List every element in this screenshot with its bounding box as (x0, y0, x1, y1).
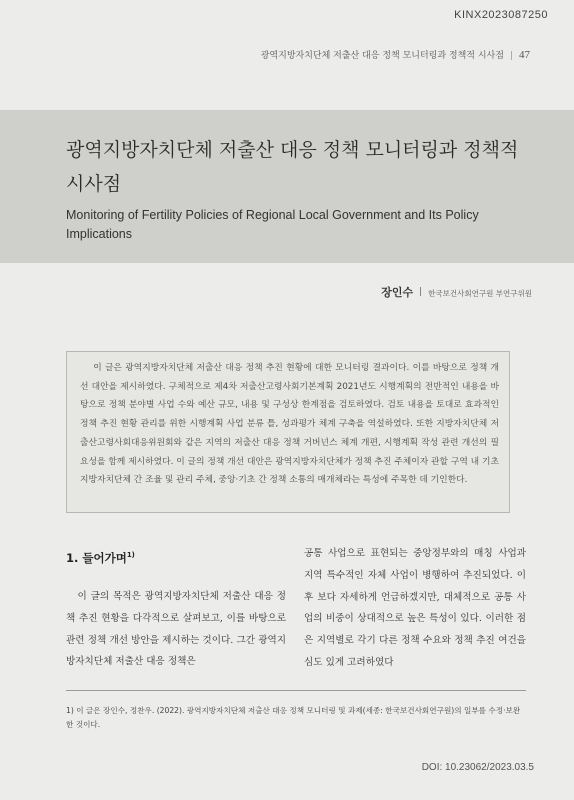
body-column-right: 공통 사업으로 표현되는 중앙정부와의 매칭 사업과 지역 특수적인 자체 사업이 병행하여 추진되었다. 이후 보다 자세하게 언급하겠지만, 대체적으로 공통 사업의 비중이 상대적으로 높은 특성이 있다. 이러한 점은 지역별로 각기 다른 정책 수요와 정책 추진 여건을 심도 있게 고려하였다 (304, 548, 526, 668)
running-header-separator: | (509, 51, 513, 61)
footnote: 1) 이 글은 장인수, 정찬우. (2022). 광역지방자치단체 저출산 대응 정책 모니터링 및 과제(세종: 한국보건사회연구원)의 일부를 수정·보완한 것이다. (66, 706, 521, 729)
abstract-box (66, 351, 510, 513)
author-line (381, 284, 532, 300)
page-number: 47 (519, 49, 530, 61)
footnote-divider (66, 690, 526, 691)
running-header-title: 광역지방자치단체 저출산 대응 정책 모니터링과 정책적 시사점 (260, 51, 504, 61)
author-name: 장인수 (381, 286, 414, 299)
doi-link[interactable]: DOI: 10.23062/2023.03.5 (421, 762, 534, 773)
article-title-korean: 광역지방자치단체 저출산 대응 정책 모니터링과 정책적 시사점 (66, 139, 519, 195)
footnote-reference[interactable]: 1) (126, 551, 135, 560)
running-header (261, 48, 530, 61)
author-affiliation: 한국보건사회연구원 부연구위원 (428, 289, 532, 298)
article-title-english: Monitoring of Fertility Policies of Regional Local Government and Its Policy Implications (66, 208, 479, 241)
body-column-left: 이 글의 목적은 광역지방자치단체 저출산 대응 정책 추진 현황을 다각적으로 살펴보고, 이를 바탕으로 관련 정책 개선 방안을 제시하는 것이다. 그간 광역지방자치단체 저출산 대응 정책은 (66, 591, 286, 668)
document-id: KINX2023087250 (454, 9, 548, 21)
section-heading (66, 550, 135, 566)
author-divider (420, 287, 421, 296)
section-heading-text: 1. 들어가며 (66, 551, 127, 565)
abstract-text: 이 글은 광역지방자치단체 저출산 대응 정책 추진 현황에 대한 모니터링 결과이다. 이를 바탕으로 정책 개선 대안을 제시하였다. 구체적으로 제4차 저출산고령사회기본계획 2021년도 시행계획의 전반적인 내용을 바탕으로 정책 분야별 사업 수와 예산 규모, 내용 및 구성상 한계점을 검토하였다. 검토 내용을 토대로 효과적인 정책 추진 현황 관리를 위한 시행계획 사업 분류 틀, 성과평가 체계 구축을 역설하였다. 또한 지방자치단체 저출산고령사회대응위원회와 같은 지역의 저출산 대응 정책 거버넌스 체계 개편, 시행계획 작성 관련 개선의 필요성을 함께 제시하였다. 이 글의 정책 개선 대안은 광역지방자치단체가 정책 추진 주체이자 관할 구역 내 기초지방자치단체 간 조율 및 관리 주체, 중앙·기초 간 정책 소통의 매개체라는 특성에 주목한 데 기인한다. (80, 363, 499, 486)
